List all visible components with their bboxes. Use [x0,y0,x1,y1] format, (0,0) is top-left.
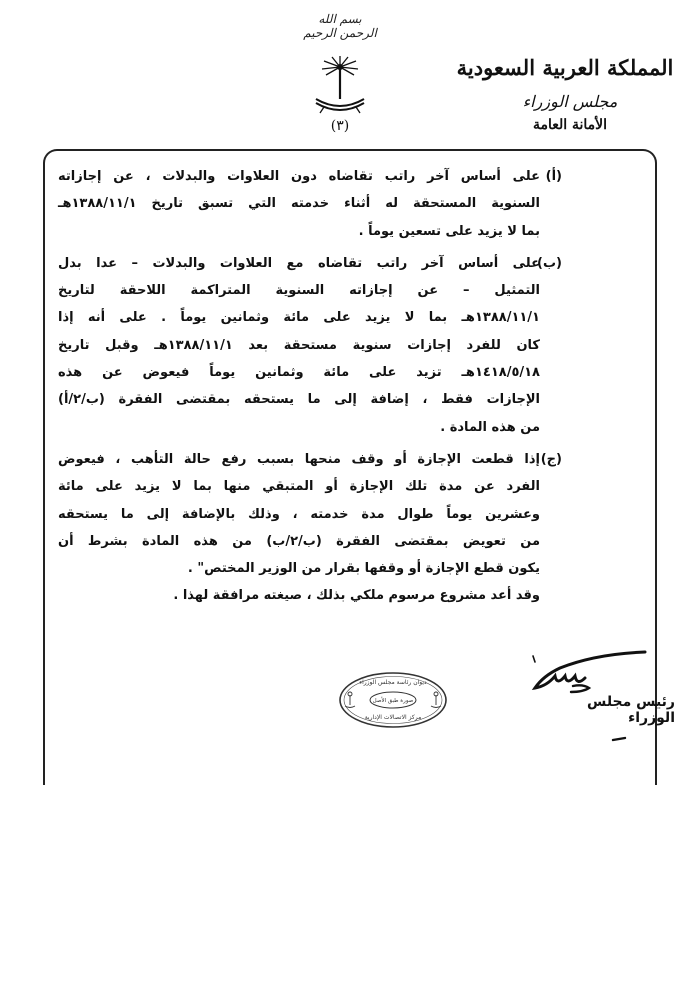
stamp-center-text: صورة طبق الأصل [372,698,414,704]
clause-label: (ج) [540,451,562,467]
clause-label: (أ) [545,169,562,184]
text-line: على أساس آخر راتب تقاضاه مع العلاوات والبدلات – عدا بدل [58,255,540,271]
letterhead-secretariat: الأمانة العامة [532,117,608,133]
text-line: يكون قطع الإجازة أو وقفها بقرار من الوزير المختص" . [187,561,540,577]
palm-and-swords-emblem-icon [310,55,370,125]
bismillah: بسم الله الرحمن الرحيم [303,12,377,40]
text-line: وعشرين يوماً طوال مدة خدمته ، وذلك بالإضافة إلى ما يستحقه [58,506,540,522]
text-line: من هذه المادة . [440,419,540,435]
page-number: (٣) [330,118,350,134]
text-line: إذا قطعت الإجازة أو وقف منحها بسبب رفع حالة التأهب ، فيعوض [58,451,540,467]
letterhead-kingdom: المملكة العربية السعودية [456,55,674,80]
text-line: السنوية المستحقة له أثناء خدمته التي تسبق تاريخ ١٣٨٨/١١/١هـ [58,196,540,212]
text-line: الفرد عن مدة تلك الإجازة أو المتبقي منها بما لا يزيد على مائة [58,479,540,495]
text-line: على أساس آخر راتب تقاضاه دون العلاوات والبدلات ، عن إجازاته [58,169,540,184]
document-body [58,163,562,610]
clause-a [58,163,562,245]
letterhead-council: مجلس الوزراء [522,92,618,111]
signature-title: رئيس مجلس الوزراء [587,694,675,726]
text-line: التمثيل – عن إجازاته السنوية المتراكمة اللاحقة لتاريخ [58,283,540,299]
text-line: من تعويض بمقتضى الفقرة (ب/٢/ب) من هذه المادة بشرط أن [58,533,541,549]
clause-b [58,250,562,441]
text-line: كان للفرد إجازات سنوية مستحقة بعد ١٣٨٨/١١/١هـ وقبل تاريخ [58,337,540,353]
text-line: الإجازات فقط ، إضافة إلى ما يستحقه بمقتضى الفقرة (ب/٢/أ) [58,392,540,408]
stamp-bottom-text: مركز الاتصالات الإدارية [364,714,422,721]
clause-label: (ب) [537,255,562,271]
text-line: بما لا يزيد على تسعين يوماً . [358,223,540,239]
closing-line: وقد أعد مشروع مرسوم ملكي بذلك ، صيغته مرافقة لهذا . [173,588,540,604]
clause-c [58,446,562,582]
official-stamp-icon [338,670,448,730]
text-line: ١٤١٨/٥/١٨هـ تزيد على مائة وثمانين يوماً فيعوض عن هذه [58,365,540,381]
text-line: ١٣٨٨/١١/١هـ بما لا يزيد على مائة وثمانين يوماً . على أنه إذا [58,310,540,326]
stamp-top-text: ديوان رئاسة مجلس الوزراء [359,679,427,686]
